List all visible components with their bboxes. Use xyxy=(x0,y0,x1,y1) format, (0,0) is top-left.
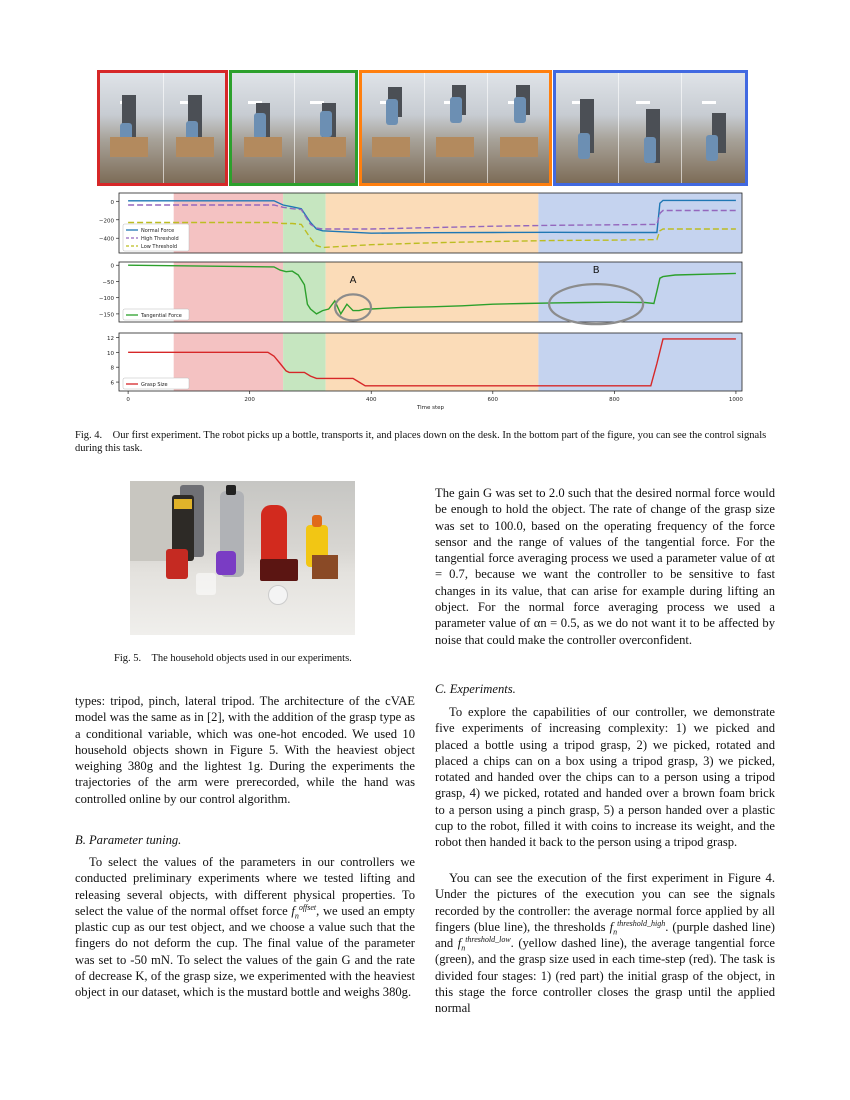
y-tick-label: 6 xyxy=(110,380,114,387)
right-para-1-text: The gain G was set to 2.0 such that the desired normal force would be enough to hold the object. The rate of change of the grasp size was set to 100.0, based on the operating frequency of the force sensor and the range of values of the tangential force. For the tangential force averaging process we used a parameter value of αt = 0.7, because we want the controller to be sensitive to fast changes in its value, that can arise for example during lifting an object. For the normal force averaging process we used a parameter value of αn = 0.5, as we do not want it to be affected by noise that could make the controller overconfident. xyxy=(435,486,775,647)
stage-shade-1 xyxy=(174,333,283,391)
threshold-high-sup: threshold_high xyxy=(617,918,666,928)
offset-superscript: offset xyxy=(298,902,317,912)
y-tick-label: 0 xyxy=(110,263,114,270)
stage-shade-3 xyxy=(326,262,539,322)
right-column-paragraph-1 xyxy=(435,485,775,648)
y-tick-label: 0 xyxy=(110,199,114,206)
f-low-symbol: f xyxy=(457,936,462,951)
figure-4-label: Fig. 4. xyxy=(75,430,103,441)
n-subscript: n xyxy=(294,911,299,921)
legend-label: Low Threshold xyxy=(141,244,178,250)
stage-shade-2 xyxy=(283,333,326,391)
figure-5-label: Fig. 5. xyxy=(114,653,142,664)
y-tick-label: −50 xyxy=(102,279,114,286)
stage-shade-4 xyxy=(538,262,742,322)
left-para-2b: , we used an empty plastic cup as our test object, and we choose a value such that the fingers do not deform the cup. The final value of the parameter was set to -50 mN. To select the values of the gain G and the rate of decrease K, of the grasp size, we experimented with the heaviest object in our dataset, which is the mustard bottle and weighs 380g. xyxy=(75,903,415,1000)
stage-1-photos xyxy=(97,70,228,186)
figure-5-caption xyxy=(114,652,384,665)
left-para-2a: To select the values of the parameters in our controllers we conducted preliminary experiments where we tested lifting and releasing several objects, with different physical properties. To select the value of the normal offset force xyxy=(75,855,415,918)
y-tick-label: 12 xyxy=(107,335,114,342)
y-tick-label: 8 xyxy=(110,365,114,372)
right-para-3a: You can see the execution of the first experiment in Figure 4. Under the pictures of the execution you can see the signals recorded by the controller: the average normal force applied by all fingers (blue line), the thresholds xyxy=(435,871,775,934)
left-para-1-text: types: tripod, pinch, lateral tripod. The architecture of the cVAE model was the same as in [2], with the addition of the grasp type as a conditional variable, which was one-hot encoded. We used 10 household objects shown in Figure 5. With the heaviest object weighing 380g and the lightest 1g. During the experiments the trajectories of the arm were prerecorded, while the hand was controlled online by our control algorithm. xyxy=(75,694,415,806)
legend-label: Grasp Size xyxy=(141,382,168,388)
legend-label: Normal Force xyxy=(141,228,175,234)
stage-shade-1 xyxy=(174,262,283,322)
stage-shade-4 xyxy=(538,333,742,391)
y-tick-label: 10 xyxy=(107,350,114,357)
right-para-3b: . (purple dashed line) and xyxy=(435,919,775,951)
household-objects-photo xyxy=(130,481,355,635)
annotation-a-label: A xyxy=(349,275,357,286)
x-tick-label: 400 xyxy=(365,397,377,403)
y-tick-label: −400 xyxy=(98,236,114,243)
f-high-symbol: f xyxy=(609,919,614,934)
stage-3-photos xyxy=(359,70,552,186)
figure-4-text: Our first experiment. The robot picks up a bottle, transports it, and places down on the desk. In the bottom part of the figure, you can see the control signals during this task. xyxy=(75,430,767,454)
x-tick-label: 200 xyxy=(244,397,255,403)
legend-label: Tangential Force xyxy=(141,313,182,319)
right-para-2-text: To explore the capabilities of our controller, we demonstrate five experiments of increasing complexity: 1) we picked and placed a bottle using a tripod grasp, 2) we picked, rotated and placed a chips can on a box using a tripod grasp, 3) we picked, rotated and handed over the chips can to a person using a tripod grasp, 4) we picked, rotated and handed over a brown foam brick to a person using a pinch grasp, 5) a person handed over a plastic cup to the robot, filled it with coins to increase its weight, and the robot then handed it back to the person using a tripod grasp. xyxy=(435,705,775,850)
f-symbol: f xyxy=(291,903,295,918)
stage-2-photos xyxy=(229,70,358,186)
x-tick-label: 1000 xyxy=(728,397,743,403)
f-high-sub: n xyxy=(613,927,618,937)
right-para-3c: . (yellow dashed line), the average tangential force (green), and the grasp size used in each time-step (red). The task is divided four stages: 1) (red part) the initial grasp of the object, in this stage the force controller closes the grasp until the applied normal xyxy=(435,936,775,1016)
stage-shade-4 xyxy=(538,193,742,253)
x-tick-label: 0 xyxy=(126,397,130,403)
stage-shade-2 xyxy=(283,193,326,253)
left-column-paragraph-1 xyxy=(75,693,415,807)
annotation-b-label: B xyxy=(592,265,600,276)
stage-shade-3 xyxy=(326,333,539,391)
threshold-low-sup: threshold_low xyxy=(465,935,511,944)
section-b-heading: B. Parameter tuning. xyxy=(75,833,182,847)
section-c-heading: C. Experiments. xyxy=(435,682,516,696)
y-tick-label: −150 xyxy=(98,312,114,319)
y-tick-label: −200 xyxy=(98,218,114,225)
x-tick-label: 600 xyxy=(487,397,499,403)
right-column-paragraph-2 xyxy=(435,704,775,851)
left-column-paragraph-2 xyxy=(75,854,415,1001)
figure-4-caption xyxy=(75,429,775,455)
right-column-paragraph-3 xyxy=(435,870,775,1017)
stage-shade-3 xyxy=(326,193,539,253)
f-low-sub: n xyxy=(461,943,466,953)
x-tick-label: 800 xyxy=(609,397,620,403)
figure-5-text: The household objects used in our experiments. xyxy=(151,653,352,664)
stage-4-photos xyxy=(553,70,748,186)
legend-label: High Threshold xyxy=(141,236,179,242)
x-axis-label: Time step xyxy=(416,405,445,411)
y-tick-label: −100 xyxy=(98,296,114,303)
